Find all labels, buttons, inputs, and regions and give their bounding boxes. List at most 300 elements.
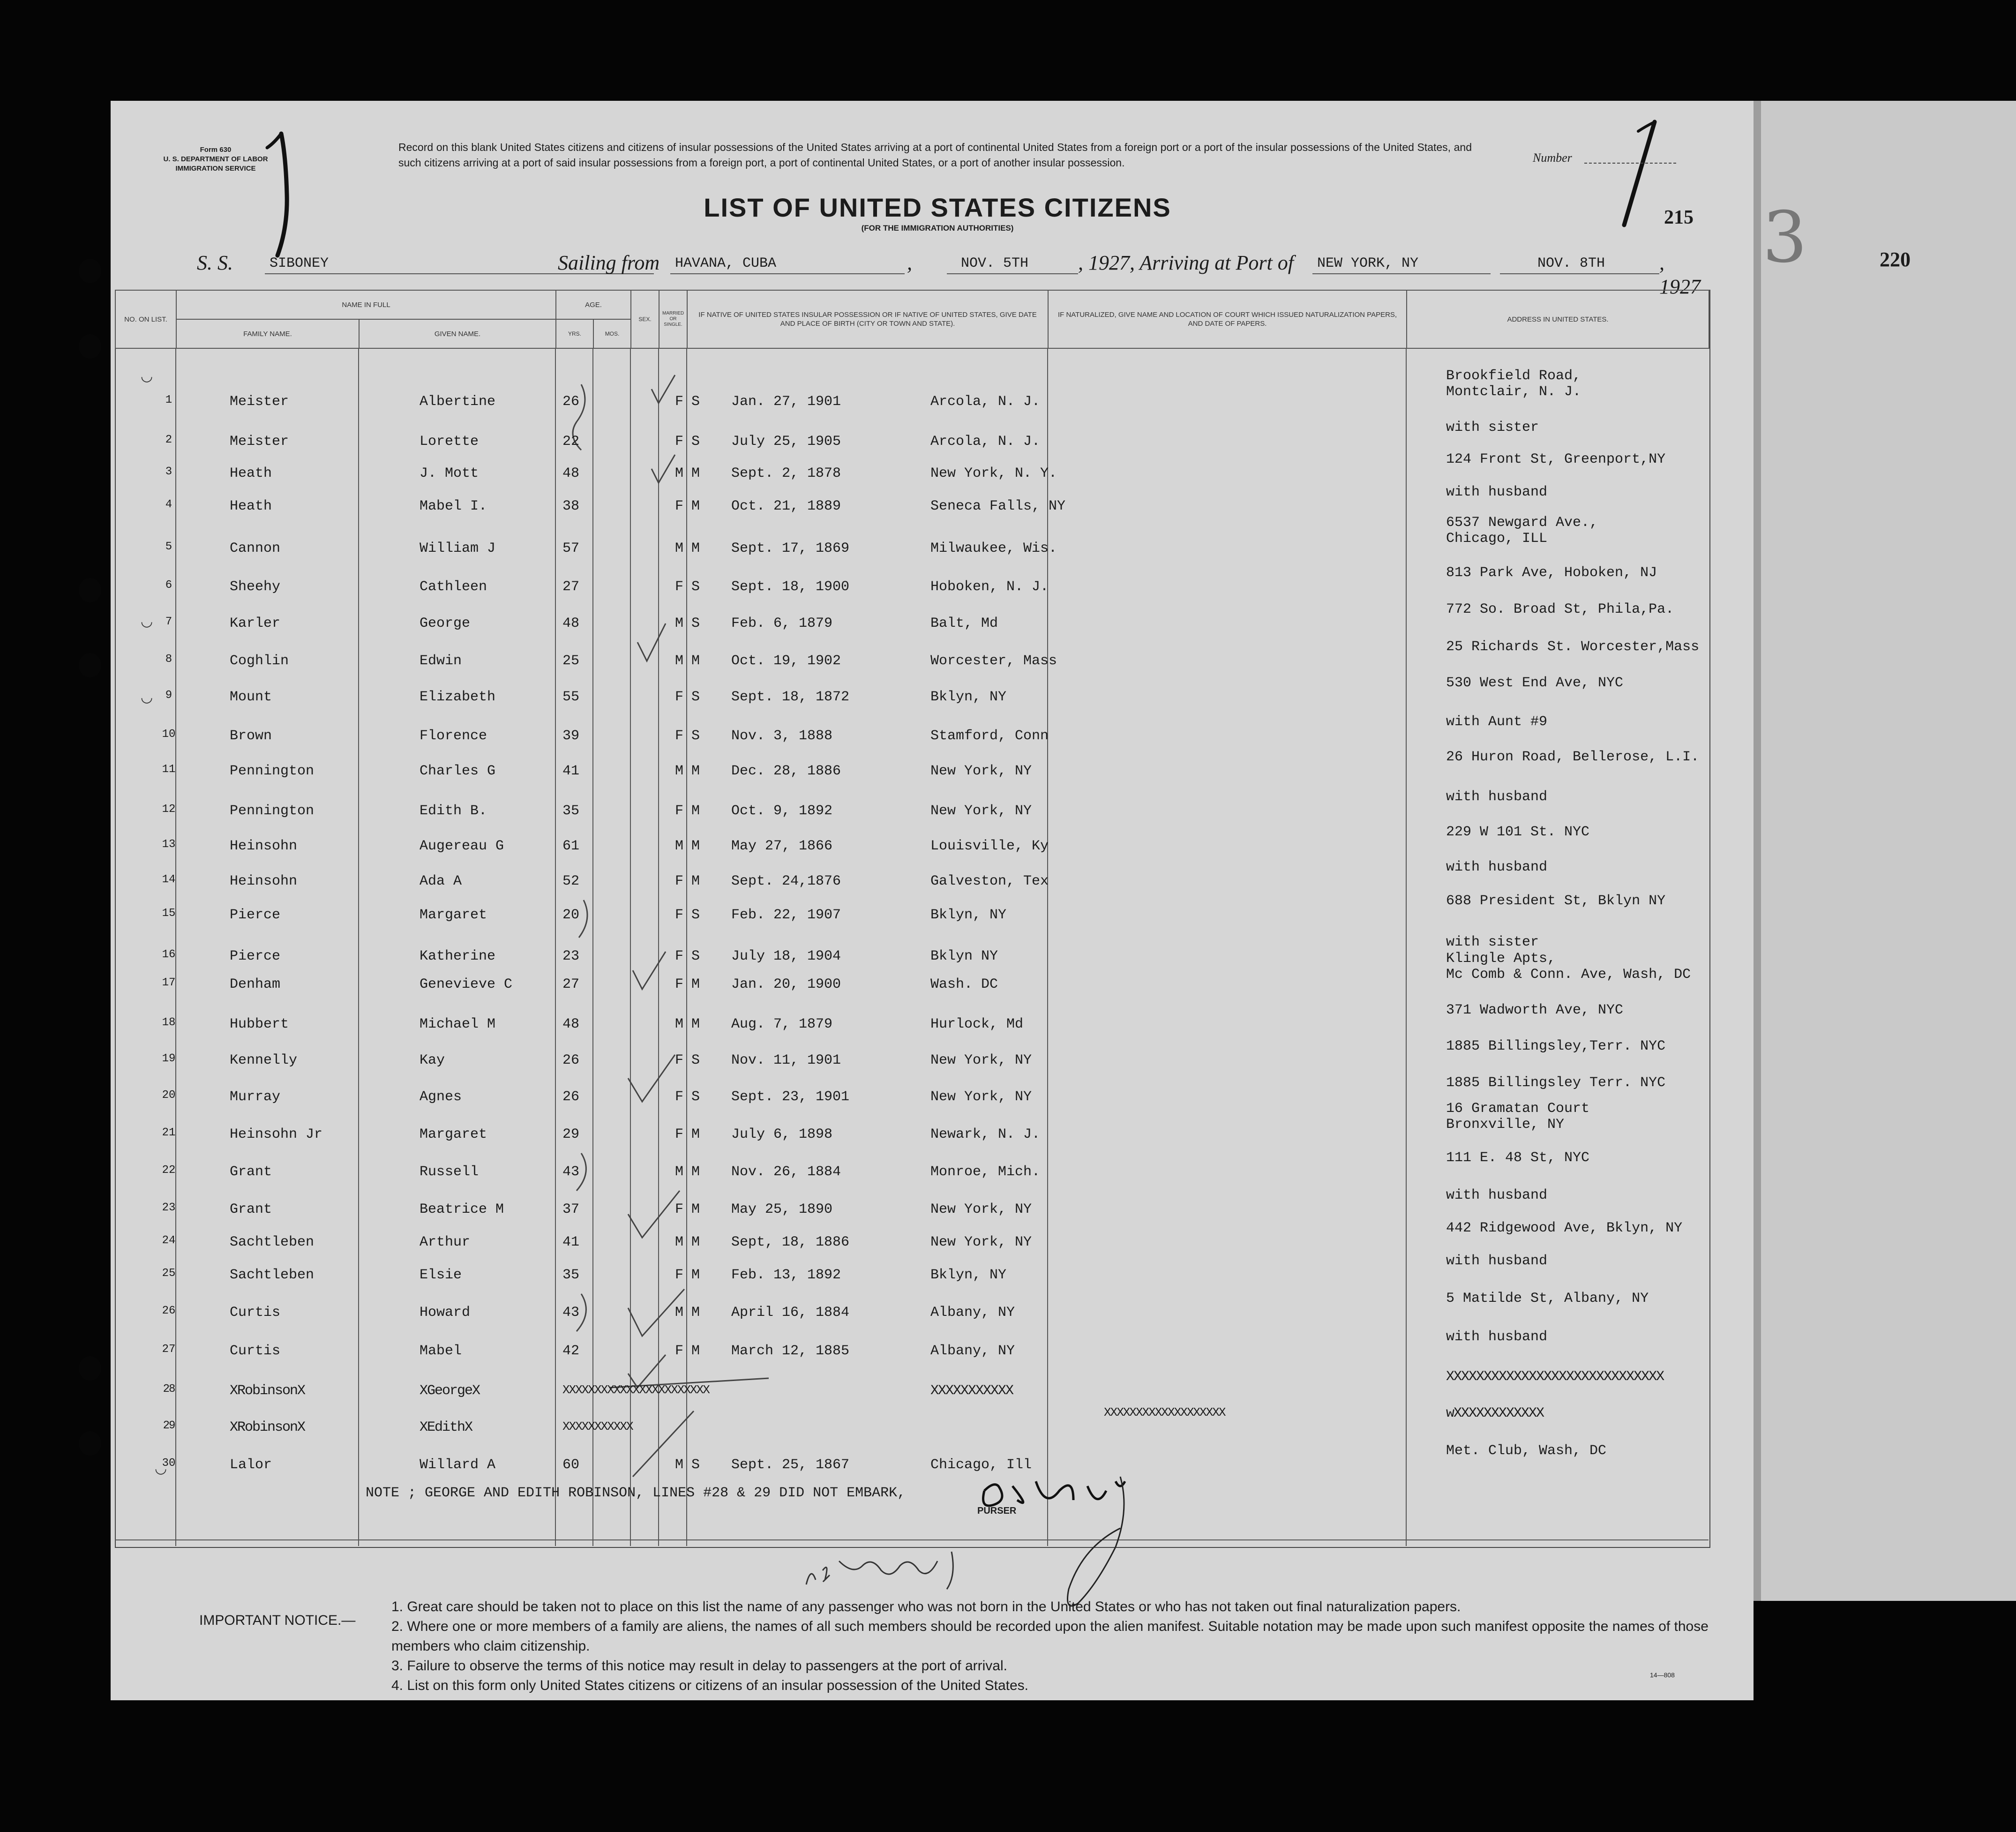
page-number: 215 bbox=[1664, 207, 1694, 228]
passenger-date: Feb. 22, 1907 bbox=[731, 907, 841, 923]
passenger-address: 16 Gramatan Court Bronxville, NY bbox=[1446, 1101, 1590, 1133]
passenger-place: Stamford, Conn bbox=[930, 728, 1049, 744]
underlying-page-mark: 3 bbox=[1762, 197, 1807, 278]
passenger-family: Pierce bbox=[230, 907, 281, 923]
passenger-place: Arcola, N. J. bbox=[930, 394, 1041, 410]
header-age: AGE. bbox=[556, 290, 631, 319]
passenger-address: 813 Park Ave, Hoboken, NJ bbox=[1446, 565, 1657, 581]
sailing-from: HAVANA, CUBA bbox=[675, 255, 777, 271]
passenger-date: Sept, 18, 1886 bbox=[731, 1234, 850, 1250]
passenger-family: Pennington bbox=[230, 803, 315, 819]
passenger-place: Louisville, Ky bbox=[930, 838, 1049, 854]
passenger-address: with husband bbox=[1446, 859, 1548, 875]
passenger-place: New York, NY bbox=[930, 1052, 1032, 1068]
passenger-sex: F bbox=[675, 394, 684, 410]
passenger-no: 17 bbox=[162, 976, 176, 989]
passenger-address: with Aunt #9 bbox=[1446, 714, 1548, 730]
passenger-age: 38 bbox=[562, 498, 580, 514]
passenger-place: Wash. DC bbox=[930, 976, 998, 992]
notice-label: IMPORTANT NOTICE.— bbox=[199, 1613, 356, 1628]
passenger-marital-status: M bbox=[691, 498, 700, 514]
passenger-age: 27 bbox=[562, 976, 580, 992]
passenger-sex: M bbox=[675, 1164, 684, 1180]
passenger-marital-status: M bbox=[691, 1201, 700, 1217]
passenger-given: Margaret bbox=[420, 1126, 487, 1142]
passenger-address: 111 E. 48 St, NYC bbox=[1446, 1150, 1590, 1166]
passenger-marital-status: S bbox=[691, 1052, 700, 1068]
passenger-marital-status: M bbox=[691, 976, 700, 992]
passenger-date: Sept. 17, 1869 bbox=[731, 541, 850, 556]
passenger-no: 13 bbox=[162, 838, 176, 851]
passenger-no: 22 bbox=[162, 1164, 176, 1177]
passenger-address: 688 President St, Bklyn NY bbox=[1446, 893, 1666, 909]
passenger-date: Sept. 2, 1878 bbox=[731, 466, 841, 481]
pencil-annotation bbox=[797, 1533, 1022, 1599]
passenger-marital-status: S bbox=[691, 1457, 700, 1473]
passenger-no: 26 bbox=[162, 1305, 176, 1317]
passenger-date: April 16, 1884 bbox=[731, 1305, 850, 1321]
form-number: Form 630 bbox=[200, 146, 232, 154]
passenger-date: Sept. 18, 1872 bbox=[731, 689, 850, 705]
passenger-address: with husband bbox=[1446, 1329, 1548, 1345]
passenger-sex: M bbox=[675, 466, 684, 481]
passenger-address: with husband bbox=[1446, 789, 1548, 805]
passenger-family: Mount bbox=[230, 689, 272, 705]
arrival-date: NOV. 8TH bbox=[1537, 255, 1605, 271]
passenger-place: Bklyn NY bbox=[930, 948, 998, 964]
passenger-family: Brown bbox=[230, 728, 272, 744]
passenger-sex: F bbox=[675, 873, 684, 889]
passenger-given: Beatrice M bbox=[420, 1201, 504, 1217]
passenger-marital-status: S bbox=[691, 1089, 700, 1105]
passenger-given: Edwin bbox=[420, 653, 462, 669]
departure-year: , 1927, Arriving at Port of bbox=[1078, 251, 1294, 274]
passenger-date: Oct. 21, 1889 bbox=[731, 498, 841, 514]
passenger-sex: M bbox=[675, 1234, 684, 1250]
passenger-sex: F bbox=[675, 434, 684, 450]
passenger-age: 61 bbox=[562, 838, 580, 854]
passenger-no: 23 bbox=[162, 1201, 176, 1214]
passenger-given: Howard bbox=[420, 1305, 471, 1321]
form-subtitle: (FOR THE IMMIGRATION AUTHORITIES) bbox=[861, 224, 1014, 233]
passenger-no: 16 bbox=[162, 948, 176, 961]
passenger-given: Cathleen bbox=[420, 579, 487, 595]
passenger-address: 371 Wadworth Ave, NYC bbox=[1446, 1002, 1624, 1018]
passenger-no: 20 bbox=[162, 1089, 176, 1102]
passenger-marital-status: M bbox=[691, 1267, 700, 1283]
department-name: U. S. DEPARTMENT OF LABOR bbox=[163, 155, 268, 163]
passenger-given: Willard A bbox=[420, 1457, 496, 1473]
passenger-sex: M bbox=[675, 838, 684, 854]
passenger-no: 10 bbox=[162, 728, 176, 741]
passenger-address: 5 Matilde St, Albany, NY bbox=[1446, 1291, 1649, 1306]
passenger-age: 41 bbox=[562, 1234, 580, 1250]
passenger-no: 6 bbox=[165, 579, 172, 592]
passenger-address: 772 So. Broad St, Phila,Pa. bbox=[1446, 601, 1674, 617]
passenger-family: Heinsohn Jr bbox=[230, 1126, 323, 1142]
passenger-place: Monroe, Mich. bbox=[930, 1164, 1041, 1180]
passenger-date: Sept. 18, 1900 bbox=[731, 579, 850, 595]
passenger-date: Dec. 28, 1886 bbox=[731, 763, 841, 779]
header-name-in-full: NAME IN FULL bbox=[176, 290, 556, 319]
passenger-given: Ada A bbox=[420, 873, 462, 889]
passenger-marital-status: M bbox=[691, 1305, 700, 1321]
passenger-given: Elsie bbox=[420, 1267, 462, 1283]
passenger-sex: F bbox=[675, 728, 684, 744]
passenger-sex: M bbox=[675, 1305, 684, 1321]
passenger-sex: M bbox=[675, 763, 684, 779]
passenger-marital-status: S bbox=[691, 616, 700, 631]
passenger-no: 15 bbox=[162, 907, 176, 920]
passenger-age: 25 bbox=[562, 653, 580, 669]
passenger-given: Charles G bbox=[420, 763, 496, 779]
passenger-given: Mabel bbox=[420, 1343, 462, 1359]
passenger-place: Hoboken, N. J. bbox=[930, 579, 1049, 595]
passenger-address: 6537 Newgard Ave., Chicago, ILL bbox=[1446, 515, 1598, 547]
passenger-age: 29 bbox=[562, 1126, 580, 1142]
passenger-given: Mabel I. bbox=[420, 498, 487, 514]
passenger-marital-status: S bbox=[691, 579, 700, 595]
passenger-no: 27 bbox=[162, 1343, 176, 1356]
passenger-no: 7 bbox=[165, 616, 172, 628]
passenger-family: Sachtleben bbox=[230, 1267, 315, 1283]
notice-item: 2. Where one or more members of a family are aliens, the names of all such members should be recorded upon the alien manifest. Suitable notation may be made upon such manifest opposite the names of those members who claim citizenship. bbox=[391, 1619, 1709, 1654]
passenger-age: 48 bbox=[562, 1016, 580, 1032]
passenger-marital-status: M bbox=[691, 838, 700, 854]
form-code: 14—808 bbox=[1650, 1671, 1675, 1679]
passenger-place: Milwaukee, Wis. bbox=[930, 541, 1057, 556]
passenger-no: 18 bbox=[162, 1016, 176, 1029]
passenger-date: May 25, 1890 bbox=[731, 1201, 833, 1217]
header-address: ADDRESS IN UNITED STATES. bbox=[1407, 290, 1709, 348]
passenger-age: 43 bbox=[562, 1305, 580, 1321]
passenger-given: Augereau G bbox=[420, 838, 504, 854]
passenger-place: Bklyn, NY bbox=[930, 1267, 1007, 1283]
passenger-marital-status: S bbox=[691, 434, 700, 450]
passenger-place: New York, NY bbox=[930, 803, 1032, 819]
passenger-age: XXXXXXXXXXX bbox=[562, 1419, 633, 1434]
passenger-sex: F bbox=[675, 803, 684, 819]
passenger-marital-status: M bbox=[691, 541, 700, 556]
passenger-date: Sept. 23, 1901 bbox=[731, 1089, 850, 1105]
passenger-no: 11 bbox=[162, 763, 176, 776]
passenger-date: Sept. 25, 1867 bbox=[731, 1457, 850, 1473]
passenger-age: 26 bbox=[562, 394, 580, 410]
passenger-family: Kennelly bbox=[230, 1052, 298, 1068]
passenger-given: Arthur bbox=[420, 1234, 471, 1250]
passenger-given: Kay bbox=[420, 1052, 445, 1068]
passenger-given: Edith B. bbox=[420, 803, 487, 819]
passenger-given: XEdithX bbox=[420, 1419, 472, 1435]
header-yrs: YRS. bbox=[556, 319, 593, 348]
form-instructions: Record on this blank United States citizens and citizens of insular possessions of the United States arriving at a port of continental United States from a foreign port or a port of the insular possessions of the United States, and such citizens arriving at a port of said insular possessions from a foreign port, a port of continental United States, or a port of another insular possession. bbox=[398, 141, 1472, 169]
passenger-no: 4 bbox=[165, 498, 172, 511]
passenger-family: Sheehy bbox=[230, 579, 281, 595]
passenger-no: 1 bbox=[165, 394, 172, 406]
passenger-address: 442 Ridgewood Ave, Bklyn, NY bbox=[1446, 1220, 1683, 1236]
notice-item: 1. Great care should be taken not to place on this list the name of any passenger who was not born in the United States or who has not taken out final naturalization papers. bbox=[391, 1599, 1461, 1614]
passenger-marital-status: M bbox=[691, 1126, 700, 1142]
passenger-age: 55 bbox=[562, 689, 580, 705]
passenger-age: 27 bbox=[562, 579, 580, 595]
passenger-sex: F bbox=[675, 498, 684, 514]
passenger-sex: M bbox=[675, 653, 684, 669]
passenger-marital-status: S bbox=[691, 728, 700, 744]
passenger-given: Russell bbox=[420, 1164, 479, 1180]
passenger-place: New York, NY bbox=[930, 1201, 1032, 1217]
passenger-no: 9 bbox=[165, 689, 172, 702]
passenger-family: Meister bbox=[230, 434, 289, 450]
passenger-sex: F bbox=[675, 1089, 684, 1105]
passenger-age: 37 bbox=[562, 1201, 580, 1217]
passenger-date: July 25, 1905 bbox=[731, 434, 841, 450]
passenger-family: Grant bbox=[230, 1201, 272, 1217]
passenger-address: Brookfield Road, Montclair, N. J. bbox=[1446, 368, 1581, 400]
passenger-sex: M bbox=[675, 541, 684, 556]
passenger-no: 30 bbox=[162, 1457, 176, 1470]
underlying-page-number: 220 bbox=[1880, 248, 1911, 271]
passenger-given: William J bbox=[420, 541, 496, 556]
passenger-date: March 12, 1885 bbox=[731, 1343, 850, 1359]
departure-date: NOV. 5TH bbox=[961, 255, 1029, 271]
passenger-marital-status: M bbox=[691, 466, 700, 481]
passenger-address: 26 Huron Road, Bellerose, L.I. bbox=[1446, 749, 1700, 765]
passenger-age: 26 bbox=[562, 1089, 580, 1105]
passenger-place: Bklyn, NY bbox=[930, 907, 1007, 923]
passenger-address: Klingle Apts, Mc Comb & Conn. Ave, Wash, DC bbox=[1446, 951, 1691, 983]
passenger-address: with husband bbox=[1446, 484, 1548, 500]
passenger-family: Sachtleben bbox=[230, 1234, 315, 1250]
passenger-family: Heath bbox=[230, 498, 272, 514]
passenger-sex: F bbox=[675, 1343, 684, 1359]
header-mos: MOS. bbox=[593, 319, 631, 348]
sailing-label: Sailing from bbox=[558, 251, 660, 274]
passenger-age: XXXXXXXXXXXXXXXXXXXXXXX bbox=[562, 1383, 709, 1397]
passenger-date: Sept. 24,1876 bbox=[731, 873, 841, 889]
passenger-family: Karler bbox=[230, 616, 281, 631]
passenger-family: Murray bbox=[230, 1089, 281, 1105]
passenger-date: July 18, 1904 bbox=[731, 948, 841, 964]
passenger-no: 19 bbox=[162, 1052, 176, 1065]
passenger-age: 43 bbox=[562, 1164, 580, 1180]
passenger-given: Lorette bbox=[420, 434, 479, 450]
passenger-given: George bbox=[420, 616, 471, 631]
passenger-family: XRobinsonX bbox=[230, 1419, 305, 1435]
passenger-family: Lalor bbox=[230, 1457, 272, 1473]
passenger-place: Balt, Md bbox=[930, 616, 998, 631]
header-naturalized: IF NATURALIZED, GIVE NAME AND LOCATION OF COURT WHICH ISSUED NATURALIZATION PAPERS, AND DATE OF PAPERS. bbox=[1048, 290, 1407, 348]
passenger-marital-status: S bbox=[691, 394, 700, 410]
passenger-no: 3 bbox=[165, 466, 172, 478]
passenger-sex: F bbox=[675, 689, 684, 705]
passenger-sex: F bbox=[675, 948, 684, 964]
passenger-address: 1885 Billingsley Terr. NYC bbox=[1446, 1075, 1666, 1091]
passenger-date: Feb. 6, 1879 bbox=[731, 616, 833, 631]
embarkation-note: NOTE ; GEORGE AND EDITH ROBINSON, LINES #28 & 29 DID NOT EMBARK, bbox=[366, 1485, 906, 1501]
passenger-place: New York, NY bbox=[930, 763, 1032, 779]
passenger-marital-status: M bbox=[691, 803, 700, 819]
passenger-sex: F bbox=[675, 579, 684, 595]
notice-item: 3. Failure to observe the terms of this notice may result in delay to passengers at the port of arrival. bbox=[391, 1658, 1007, 1674]
passenger-place: Hurlock, Md bbox=[930, 1016, 1024, 1032]
passenger-place: New York, NY bbox=[930, 1234, 1032, 1250]
passenger-family: Hubbert bbox=[230, 1016, 289, 1032]
naturalized-struck-entry: XXXXXXXXXXXXXXXXXXX bbox=[1104, 1405, 1225, 1419]
passenger-family: Heath bbox=[230, 466, 272, 481]
passenger-sex: M bbox=[675, 1016, 684, 1032]
header-married: MARRIED OR SINGLE. bbox=[659, 290, 687, 348]
passenger-place: XXXXXXXXXXX bbox=[930, 1383, 1013, 1399]
passenger-given: Michael M bbox=[420, 1016, 496, 1032]
passenger-family: Heinsohn bbox=[230, 873, 298, 889]
passenger-place: Albany, NY bbox=[930, 1305, 1015, 1321]
passenger-address: with husband bbox=[1446, 1253, 1548, 1269]
passenger-family: Heinsohn bbox=[230, 838, 298, 854]
passenger-place: Bklyn, NY bbox=[930, 689, 1007, 705]
passenger-marital-status: S bbox=[691, 948, 700, 964]
voyage-line: S. S. SIBONEY Sailing from HAVANA, CUBA , NOV. 5TH , 1927, Arriving at Port of NEW YORK, NY NOV. 8TH , 1927 bbox=[197, 251, 1701, 298]
passenger-no: 5 bbox=[165, 541, 172, 553]
number-label: Number bbox=[1533, 151, 1572, 165]
passenger-date: Oct. 9, 1892 bbox=[731, 803, 833, 819]
passenger-age: 23 bbox=[562, 948, 580, 964]
passenger-family: XRobinsonX bbox=[230, 1383, 305, 1399]
passenger-no: 14 bbox=[162, 873, 176, 886]
ss-label: S. S. bbox=[197, 251, 233, 274]
passenger-no: 29 bbox=[163, 1419, 175, 1432]
passenger-address: XXXXXXXXXXXXXXXXXXXXXXXXXXXXX bbox=[1446, 1369, 1664, 1385]
passenger-address: 25 Richards St. Worcester,Mass bbox=[1446, 639, 1700, 655]
passenger-place: New York, NY bbox=[930, 1089, 1032, 1105]
passenger-age: 60 bbox=[562, 1457, 580, 1473]
passenger-address: wXXXXXXXXXXXX bbox=[1446, 1405, 1544, 1421]
passenger-place: Galveston, Tex bbox=[930, 873, 1049, 889]
passenger-place: Arcola, N. J. bbox=[930, 434, 1041, 450]
passenger-address: Met. Club, Wash, DC bbox=[1446, 1443, 1607, 1459]
passenger-given: Agnes bbox=[420, 1089, 462, 1105]
passenger-date: May 27, 1866 bbox=[731, 838, 833, 854]
passenger-sex: F bbox=[675, 1126, 684, 1142]
passenger-address: 530 West End Ave, NYC bbox=[1446, 675, 1624, 691]
ship-name: SIBONEY bbox=[270, 255, 329, 271]
arrival-year: , 1927 bbox=[1659, 251, 1701, 298]
passenger-sex: F bbox=[675, 1201, 684, 1217]
passenger-no: 24 bbox=[162, 1234, 176, 1247]
passenger-given: Elizabeth bbox=[420, 689, 496, 705]
margin-tick-mark: ◡ bbox=[141, 613, 153, 630]
passenger-date: Aug. 7, 1879 bbox=[731, 1016, 833, 1032]
passenger-age: 35 bbox=[562, 803, 580, 819]
passenger-address: 229 W 101 St. NYC bbox=[1446, 824, 1590, 840]
passenger-given: Albertine bbox=[420, 394, 496, 410]
passenger-date: Jan. 20, 1900 bbox=[731, 976, 841, 992]
passenger-given: XGeorgeX bbox=[420, 1383, 480, 1399]
passenger-no: 21 bbox=[162, 1126, 176, 1139]
passenger-age: 20 bbox=[562, 907, 580, 923]
passenger-family: Pierce bbox=[230, 948, 281, 964]
form-title: LIST OF UNITED STATES CITIZENS bbox=[704, 193, 1171, 222]
passenger-age: 26 bbox=[562, 1052, 580, 1068]
passenger-no: 28 bbox=[163, 1383, 175, 1396]
passenger-age: 42 bbox=[562, 1343, 580, 1359]
header-no: NO. ON LIST. bbox=[115, 290, 176, 348]
passenger-age: 22 bbox=[562, 434, 580, 450]
passenger-age: 41 bbox=[562, 763, 580, 779]
passenger-sex: F bbox=[675, 976, 684, 992]
passenger-marital-status: S bbox=[691, 689, 700, 705]
passenger-sex: F bbox=[675, 1267, 684, 1283]
arrival-port: NEW YORK, NY bbox=[1317, 255, 1419, 271]
passenger-date: Oct. 19, 1902 bbox=[731, 653, 841, 669]
passenger-marital-status: M bbox=[691, 1234, 700, 1250]
passenger-given: J. Mott bbox=[420, 466, 479, 481]
passenger-no: 25 bbox=[162, 1267, 176, 1280]
important-notice bbox=[391, 1597, 1737, 1696]
passenger-age: 35 bbox=[562, 1267, 580, 1283]
margin-tick-mark: ◡ bbox=[155, 1460, 167, 1477]
passenger-marital-status: M bbox=[691, 1016, 700, 1032]
passenger-marital-status: S bbox=[691, 907, 700, 923]
passenger-date: Feb. 13, 1892 bbox=[731, 1267, 841, 1283]
passenger-sex: F bbox=[675, 907, 684, 923]
passenger-family: Meister bbox=[230, 394, 289, 410]
passenger-given: Florence bbox=[420, 728, 487, 744]
passenger-no: 2 bbox=[165, 434, 172, 446]
passenger-age: 48 bbox=[562, 466, 580, 481]
passenger-family: Grant bbox=[230, 1164, 272, 1180]
passenger-address: 1885 Billingsley,Terr. NYC bbox=[1446, 1038, 1666, 1054]
passenger-address: 124 Front St, Greenport,NY bbox=[1446, 451, 1666, 467]
passenger-marital-status: M bbox=[691, 763, 700, 779]
passenger-date: Nov. 26, 1884 bbox=[731, 1164, 841, 1180]
passenger-date: Nov. 11, 1901 bbox=[731, 1052, 841, 1068]
passenger-age: 52 bbox=[562, 873, 580, 889]
passenger-no: 12 bbox=[162, 803, 176, 816]
passenger-age: 39 bbox=[562, 728, 580, 744]
passenger-marital-status: M bbox=[691, 1164, 700, 1180]
passenger-place: Albany, NY bbox=[930, 1343, 1015, 1359]
passenger-address: with husband bbox=[1446, 1187, 1548, 1203]
passenger-address: with sister bbox=[1446, 934, 1539, 950]
purser-label: PURSER bbox=[977, 1506, 1017, 1516]
passenger-sex: F bbox=[675, 1052, 684, 1068]
passenger-address: with sister bbox=[1446, 420, 1539, 435]
service-name: IMMIGRATION SERVICE bbox=[175, 165, 256, 173]
margin-tick-mark: ◡ bbox=[141, 689, 153, 706]
header-sex: SEX. bbox=[631, 290, 659, 348]
passenger-sex: M bbox=[675, 616, 684, 631]
passenger-family: Coghlin bbox=[230, 653, 289, 669]
passenger-place: Chicago, Ill bbox=[930, 1457, 1032, 1473]
passenger-sex: M bbox=[675, 1457, 684, 1473]
passenger-no: 8 bbox=[165, 653, 172, 666]
passenger-place: New York, N. Y. bbox=[930, 466, 1057, 481]
passenger-given: Katherine bbox=[420, 948, 496, 964]
passenger-place: Worcester, Mass bbox=[930, 653, 1057, 669]
passenger-family: Curtis bbox=[230, 1343, 281, 1359]
passenger-age: 48 bbox=[562, 616, 580, 631]
header-birth: IF NATIVE OF UNITED STATES INSULAR POSSESSION OR IF NATIVE OF UNITED STATES, GIVE DATE AND PLACE OF BIRTH (CITY OR TOWN AND STATE). bbox=[687, 290, 1048, 348]
header-family-name: FAMILY NAME. bbox=[176, 319, 359, 348]
passenger-marital-status: M bbox=[691, 1343, 700, 1359]
passenger-family: Pennington bbox=[230, 763, 315, 779]
notice-item: 4. List on this form only United States citizens or citizens of an insular possession of the United States. bbox=[391, 1678, 1029, 1693]
passenger-given: Genevieve C bbox=[420, 976, 513, 992]
passenger-family: Curtis bbox=[230, 1305, 281, 1321]
passenger-date: Jan. 27, 1901 bbox=[731, 394, 841, 410]
passenger-place: Newark, N. J. bbox=[930, 1126, 1041, 1142]
passenger-given: Margaret bbox=[420, 907, 487, 923]
